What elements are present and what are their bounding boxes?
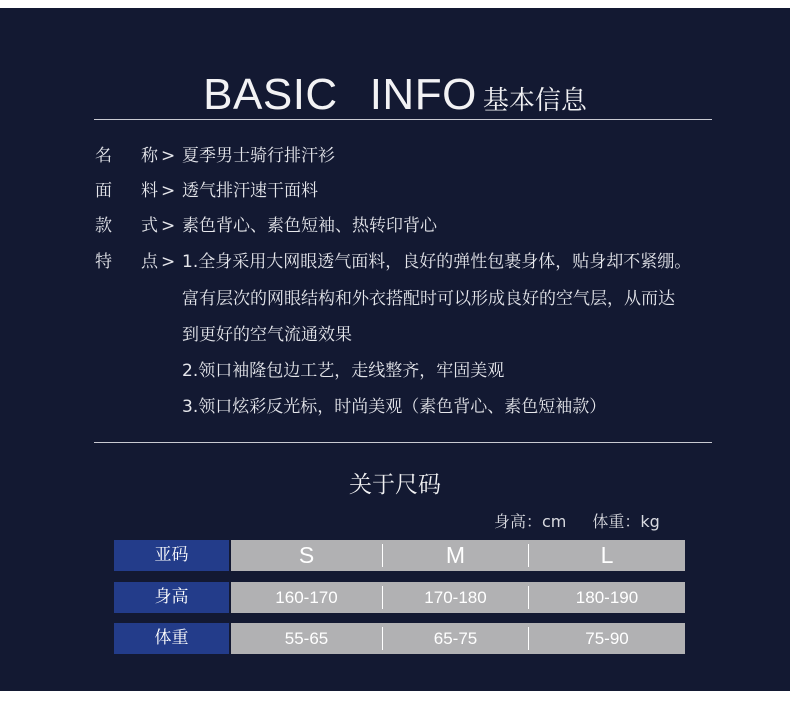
size-cell: S	[298, 542, 315, 568]
title-chinese: 基本信息	[482, 86, 587, 116]
size-cell: L	[600, 542, 614, 568]
info-value: 素色背心、素色短袖、热转印背心	[182, 216, 437, 236]
size-row-weight	[114, 623, 685, 654]
size-row-height	[114, 582, 685, 613]
divider-top	[94, 119, 712, 120]
feature-line: 3.领口炫彩反光标，时尚美观（素色背心、素色短袖款）	[182, 397, 607, 417]
feature-line: 富有层次的网眼结构和外衣搭配时可以形成良好的空气层，从而达	[182, 289, 675, 309]
row-cells	[231, 540, 685, 571]
title-english-info: INFO	[369, 70, 477, 119]
info-separator: >	[161, 216, 176, 236]
product-info-panel	[0, 8, 790, 691]
row-label: 体重	[114, 623, 229, 654]
size-section-title: 关于尺码	[349, 472, 441, 498]
info-value: 1.全身采用大网眼透气面料，良好的弹性包裹身体，贴身却不紧绷。	[182, 252, 692, 272]
size-cell: 55-65	[284, 629, 329, 648]
info-label-char: 特	[95, 252, 112, 272]
unit-height: 身高：cm	[494, 512, 567, 531]
size-cell: 75-90	[585, 629, 629, 648]
info-label-char: 称	[141, 146, 158, 166]
size-cell: M	[445, 542, 466, 568]
info-label-char: 式	[141, 216, 158, 236]
info-label-char: 面	[95, 181, 112, 201]
size-cell: 170-180	[424, 588, 487, 607]
row-cells	[231, 582, 685, 613]
info-label-char: 款	[95, 216, 112, 236]
feature-line: 到更好的空气流通效果	[182, 325, 352, 345]
info-separator: >	[161, 181, 176, 201]
row-label: 亚码	[114, 540, 229, 571]
row-label: 身高	[114, 582, 229, 613]
section-title	[0, 70, 790, 120]
size-row-asian-size	[114, 540, 685, 571]
divider-middle	[94, 442, 712, 443]
info-value: 透气排汗速干面料	[182, 181, 318, 201]
info-label-char: 名	[95, 146, 112, 166]
info-label-char: 料	[141, 181, 158, 201]
info-label-char: 点	[141, 252, 158, 272]
info-separator: >	[161, 146, 176, 166]
unit-weight: 体重：kg	[592, 512, 660, 531]
size-cell: 160-170	[275, 588, 338, 607]
size-units	[494, 509, 660, 532]
feature-line: 2.领口袖隆包边工艺，走线整齐，牢固美观	[182, 361, 505, 381]
row-cells	[231, 623, 685, 654]
info-separator: >	[161, 252, 176, 272]
size-cell: 180-190	[575, 588, 639, 607]
size-cell: 65-75	[433, 629, 478, 648]
info-value: 夏季男士骑行排汗衫	[182, 146, 335, 166]
title-english-basic: BASIC	[203, 70, 338, 119]
